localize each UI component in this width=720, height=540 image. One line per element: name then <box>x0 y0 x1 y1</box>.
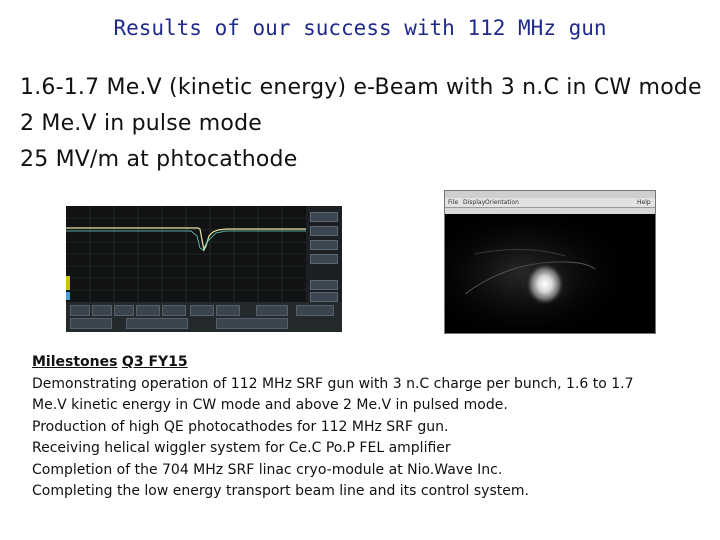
result-item: 25 MV/m at phtocathode <box>20 147 298 172</box>
scope-trace-graphic <box>66 206 306 302</box>
menu-help: Help <box>637 199 651 206</box>
oscilloscope-image <box>66 206 342 332</box>
scope-control <box>70 305 90 316</box>
milestone-item: Completion of the 704 MHz SRF linac cryo-module at Nio.Wave Inc. <box>32 461 503 478</box>
scope-control <box>92 305 112 316</box>
window-titlebar <box>445 191 655 198</box>
scope-side-panel <box>306 206 342 302</box>
milestones-section <box>32 352 692 503</box>
scope-control <box>216 305 240 316</box>
scope-control <box>310 212 338 222</box>
window-menubar <box>445 198 655 208</box>
milestone-item: Demonstrating operation of 112 MHz SRF gun with 3 n.C charge per bunch, 1.6 to 1.7 <box>32 375 634 392</box>
scope-plot-area <box>66 206 342 302</box>
scope-control <box>310 240 338 250</box>
scope-control <box>310 254 338 264</box>
results-list <box>20 70 702 178</box>
scope-control <box>310 280 338 290</box>
menu-orientation: Orientation <box>485 199 519 206</box>
scope-control-bar <box>66 302 342 332</box>
milestone-item: Receiving helical wiggler system for Ce.C Po.P FEL amplifier <box>32 440 451 456</box>
scope-control <box>310 292 338 302</box>
beam-spot-image <box>445 214 655 333</box>
scope-control <box>296 305 334 316</box>
scope-control <box>114 305 134 316</box>
slide-title: Results of our success with 112 MHz gun <box>113 16 607 40</box>
scope-control <box>136 305 160 316</box>
milestone-item: Completing the low energy transport beam line and its control system. <box>32 483 529 499</box>
scope-control <box>162 305 186 316</box>
milestone-item: Me.V kinetic energy in CW mode and above 2 Me.V in pulsed mode. <box>32 397 508 413</box>
scope-control <box>310 226 338 236</box>
menu-file: File <box>448 199 459 206</box>
scope-control <box>70 318 112 329</box>
beam-image-window <box>444 190 656 334</box>
milestone-item: Production of high QE photocathodes for 112 MHz SRF gun. <box>32 418 449 435</box>
milestones-heading <box>32 352 692 374</box>
scope-control <box>216 318 288 329</box>
milestones-label: Milestones <box>32 354 118 370</box>
scope-control <box>190 305 214 316</box>
scope-control <box>126 318 188 329</box>
menu-display: Display <box>463 199 486 206</box>
result-item: 1.6-1.7 Me.V (kinetic energy) e-Beam with 3 n.C in CW mode <box>20 75 702 100</box>
result-item: 2 Me.V in pulse mode <box>20 111 262 136</box>
milestones-quarter: Q3 FY15 <box>121 354 188 370</box>
scope-control <box>256 305 288 316</box>
